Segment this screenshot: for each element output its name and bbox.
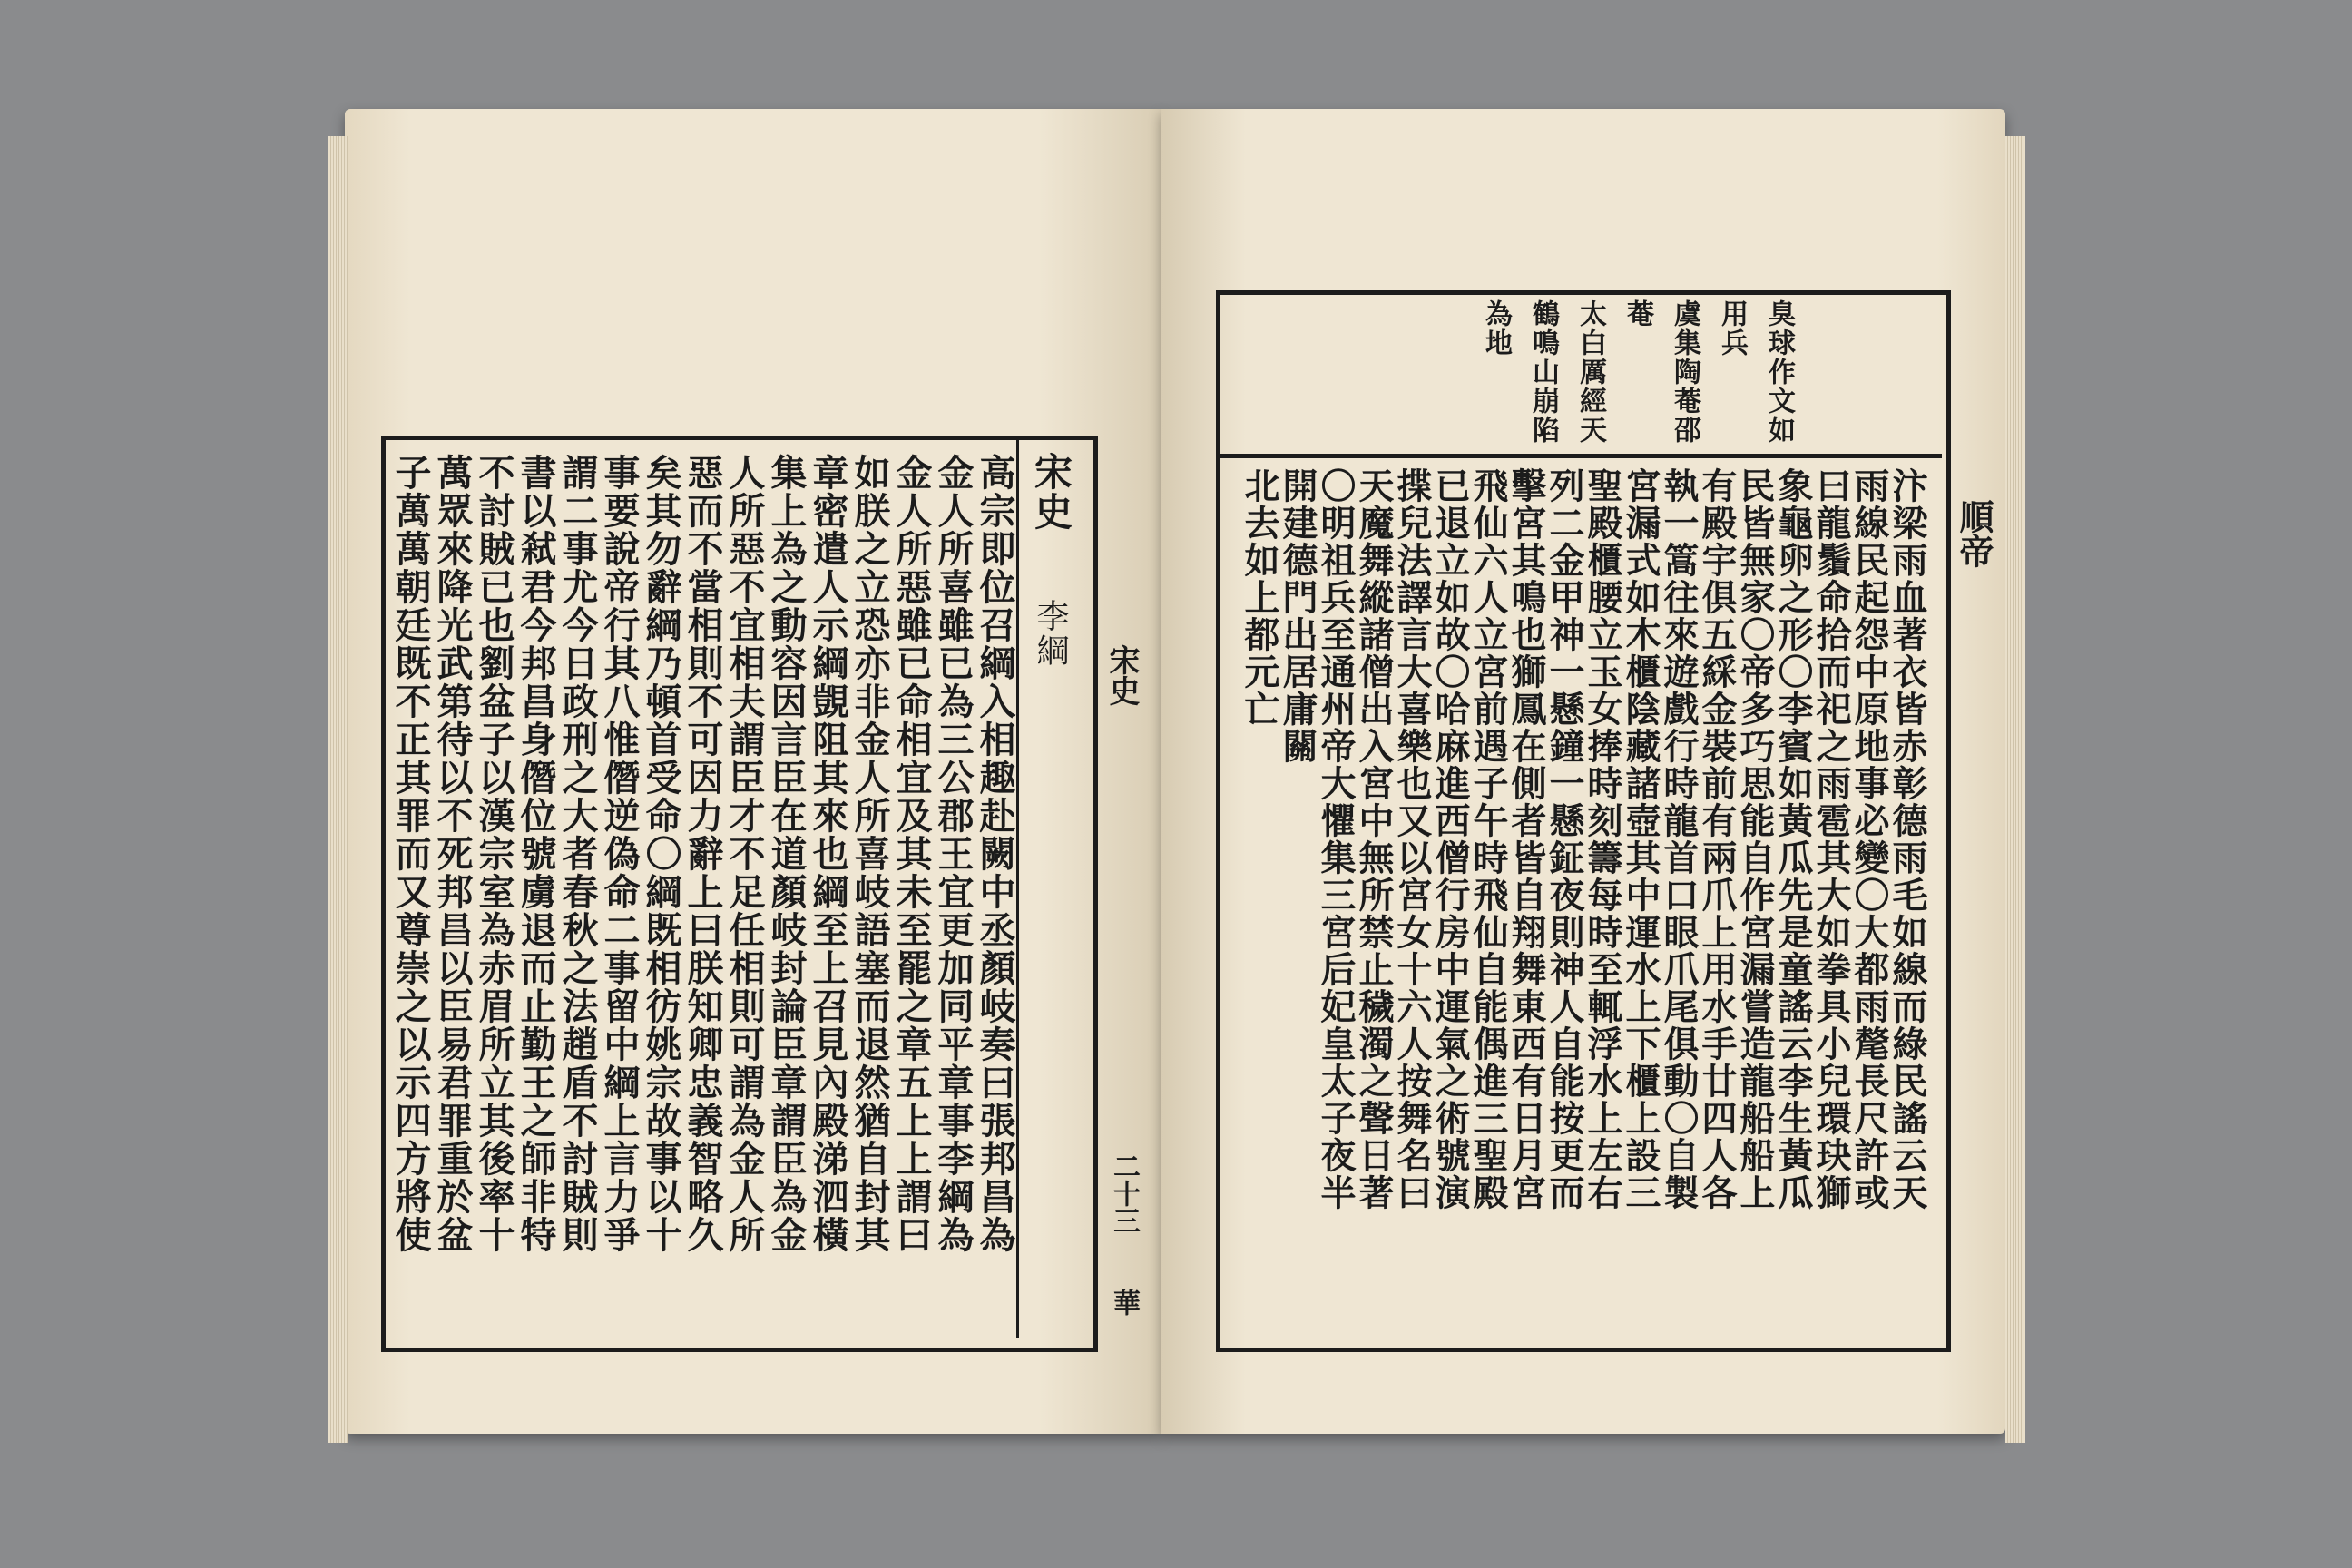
- text-column: 高宗即位召綱入相趣赴闕中丞顏岐奏曰張邦昌為: [974, 454, 1016, 1254]
- text-column: 章密遣人示綱覬阻其來也綱至上召見內殿涕泗橫: [807, 454, 849, 1254]
- text-column: 執一篙往來遊戲行時龍首口眼爪尾俱動〇自製: [1658, 467, 1700, 1211]
- left-fold-page: 二十三: [1108, 1152, 1140, 1234]
- left-fold-mark: 華: [1108, 1289, 1140, 1316]
- text-column: 金人所惡雖已命相宜及其未至罷之章五上上謂曰: [890, 454, 933, 1254]
- right-header-columns: [1252, 299, 1797, 449]
- text-column: 天魔舞縱諸僧出入宮中無所禁止穢濁之聲日著: [1353, 467, 1395, 1211]
- text-column: 虞集陶菴邵: [1669, 299, 1700, 445]
- right-text-columns: [1227, 467, 1926, 1334]
- text-column: 子萬萬朝廷既不正其罪而又尊崇之以示四方將使: [389, 454, 432, 1254]
- text-column: 用兵: [1716, 299, 1748, 358]
- text-column: 北去如上都元亡: [1239, 467, 1280, 728]
- text-column: 如朕之立恐亦非金人所喜岐語塞而退然猶自封其: [848, 454, 891, 1254]
- text-column: 宮漏式如木櫃陰藏諸壺其中運水上下櫃上設三: [1620, 467, 1661, 1211]
- text-column: 為地: [1480, 299, 1512, 358]
- left-page-edge: [328, 136, 348, 1443]
- right-fold-title: 順帝: [1954, 499, 1994, 568]
- text-column: 民皆無家〇帝多巧思能自作宮漏嘗造龍船船上: [1734, 467, 1776, 1211]
- text-column: 不討賊已也劉盆子以漢宗室為赤眉所立其後率十: [473, 454, 515, 1254]
- text-column: 謂二事尤今日政刑之大者春秋之法趙盾不討賊則: [556, 454, 599, 1254]
- open-book: [345, 91, 2005, 1452]
- right-page: [1161, 109, 2005, 1434]
- text-column: 有殿宇俱五綵金裝前有兩爪上用水手廿四人各: [1696, 467, 1738, 1211]
- text-column: 太白厲經天: [1574, 299, 1606, 445]
- text-column: 惡而不當相則不可因力辭上曰朕知卿忠義智略久: [681, 454, 724, 1254]
- text-column: 曰龍鬚命拾而祀之雨雹其大如拳具小兒環玦獅: [1810, 467, 1852, 1211]
- text-column: 開建德門出居庸關: [1277, 467, 1318, 765]
- text-column: 聖殿櫃腰立玉女捧時刻籌每時至輒浮水上左右: [1582, 467, 1623, 1211]
- left-text-columns: [388, 454, 1014, 1334]
- title-rule: [1016, 440, 1019, 1338]
- text-column: 事要說帝行其八惟僭逆偽命二事留中綱上言力爭: [598, 454, 641, 1254]
- text-column: 矣其勿辭綱乃頓首受命〇綱既相彷姚宗故事以十: [640, 454, 682, 1254]
- book-title: 宋史: [1029, 452, 1073, 532]
- text-column: 臭球作文如: [1763, 299, 1795, 445]
- text-column: 集上為之動容因言臣在道顏岐封論臣章謂臣為金: [765, 454, 808, 1254]
- text-column: 〇明祖兵至通州帝大懼集三宮后妃皇太子夜半: [1315, 467, 1357, 1211]
- text-column: 擊宮其鳴也獅鳳在側者皆自翔舞東西有日月宮: [1505, 467, 1547, 1211]
- text-column: 金人所喜雖已為三公郡王宜更加同平章事李綱為: [932, 454, 975, 1254]
- text-column: 菴: [1622, 299, 1653, 328]
- text-column: 書以弒君今邦昌身僭位號虜退而止勤王之師非特: [514, 454, 557, 1254]
- right-page-edge: [2005, 136, 2025, 1443]
- text-column: 萬眾來降光武第待以不死邦昌以臣易君罪重於盆: [431, 454, 474, 1254]
- text-column: 已退立如故〇哈麻進西僧行房中運氣之術號演: [1429, 467, 1471, 1211]
- text-column: 汴梁雨血著衣皆赤彰德雨毛如線而綠民謠云天: [1886, 467, 1928, 1211]
- text-column: 鶴鳴山崩陷: [1527, 299, 1559, 445]
- text-column: 雨線民起怨中原地事必變〇大都雨氂長尺許或: [1848, 467, 1890, 1211]
- left-page: [345, 109, 1161, 1434]
- text-column: 揲兒法譯言大喜樂也又以宮女十六人按舞名曰: [1391, 467, 1433, 1211]
- text-column: 列二金甲神一懸鐘一懸鉦夜則神人自能按更而: [1544, 467, 1585, 1211]
- text-column: 人所惡不宜相夫謂臣才不足任相則可謂為金人所: [723, 454, 766, 1254]
- text-column: 象龜卵之形〇李賓如黃瓜先是童謠云李生黃瓜: [1772, 467, 1814, 1211]
- section-heading: 李綱: [1032, 599, 1069, 668]
- header-divider: [1220, 454, 1942, 458]
- left-fold-title: 宋史: [1103, 644, 1140, 706]
- text-column: 飛仙六人立宮前遇子午時飛仙自能偶進三聖殿: [1467, 467, 1509, 1211]
